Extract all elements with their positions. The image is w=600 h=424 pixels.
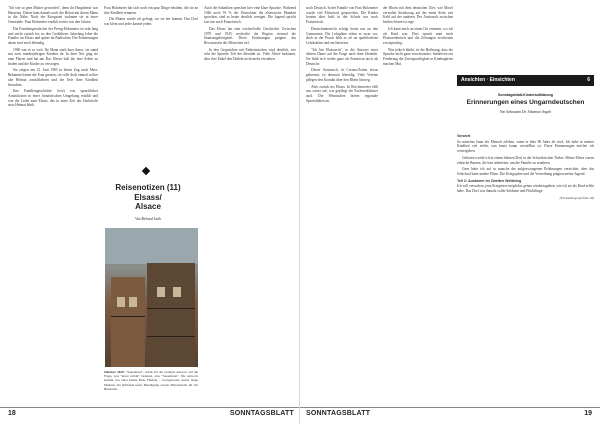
paragraph: Sie zeigen am 13. Juni 1983 in ihrem Zug nach Metz. Bekannte hatten der Frau geraten, sie solle doch einmal in ihre alte Heimat zurückkehren und die Orte ihrer Kindheit besuchen. (8, 68, 98, 87)
right-column-2 (383, 6, 453, 391)
article-title-line-1: Reisenotizen (11) (115, 183, 181, 192)
left-column-1 (8, 6, 98, 391)
paragraph: Geboren wurde ich in einem kleinen Dorf in der Schwäbischen Türkei. Meine Eltern waren einfache Bauern, die hart arbeiteten, um die Familie zu ernähren. (457, 155, 594, 165)
paragraph: In den Gesprächen mit Einheimischen wird deutlich, wie sehr die Sprache Teil der Identität ist. Viele Ältere bedauern, dass ihre Enkel den Dialekt nicht mehr verstehen. (204, 47, 296, 62)
paragraph: 1960 war es so weit. Ihr Mann starb kurz davor, sie stand mit zwei minderjährigen Kindern da. In ihrer Not ging sie zum Pfarrer und bat um Rat. Dieser half ihr, eine Arbeit zu finden und die Kinder zu versorgen. (8, 47, 98, 66)
subheading: Vorwort (457, 134, 471, 138)
subheading: Teil 2: Ausänner im Zweiten Weltkrieg (457, 178, 522, 183)
right-column-1 (306, 6, 378, 391)
sidebar-title: Erinnerungen eines Ungarndeutschen (466, 99, 585, 106)
paragraph: Ihre Familiengeschichte (wie) von sprachlicher Assimilation in einer französischen Umgebung erzählt und von der Liebe zum Elsass, das in einer Zeit der Umbrüche stets Heimat blieb. (8, 89, 98, 108)
article-title-line-2: Elsass/ (134, 192, 162, 202)
ornament-diamond-icon (142, 167, 150, 175)
right-footer (300, 407, 600, 418)
paragraph: Das Elsass hat eine wechselvolle Geschichte. Zwischen 1870 und 1945 wechselte die Region viermal die Staatszugehörigkeit. Diese Erfahrungen prägten das Bewusstsein der Menschen tief. (204, 26, 296, 45)
article-byline: Von Richard Guth (135, 216, 161, 221)
left-column-2-top (104, 6, 198, 161)
paragraph: Frau Holzmeier hat sich noch ein paar Dinge erhalten, die sie an ihre Kindheit erinnern. (104, 6, 198, 15)
photo-caption (104, 370, 198, 390)
paragraph: noch Deutsch. In der Familie von Frau Holzmeier wurde viel Elsässisch gesprochen. Die Kinder lernten aber bald in der Schule nur noch Französisch. (306, 6, 378, 25)
article-title-block (105, 183, 191, 221)
paragraph: Dieser Austausch, in Corona-Zeiten etwas gebremst, ist dennoch lebendig. Viele Vereine pflegen den Kontakt über den Rhein hinweg. (306, 68, 378, 82)
page-number: 19 (584, 410, 592, 417)
paragraph: der Rhein mit dem deutschen Ufer, wie Mosel verwaltet Strasbourg auf der einen Seite, mit Kehl auf der anderen. Der Austausch zwischen beiden Seiten ist rege. (383, 6, 453, 25)
photo-caption-text: "Sauerkraut", erhält ich die prompte Antwort auf die Frage, was "kraut rubrik" bedeutet, also "Sauerkraut". Die Antwort kommt von einer Dame Ende Fünfzig – vorzugsweise weiter lange Minuten des Rittlands unter Beteiligung zweier Mitreisender im Ort Hunawihr. (104, 370, 198, 390)
paragraph: "Ich bin Elsässerin", so die Antwort einer älteren Dame auf die Frage nach ihrer Identität. Sie fühlt sich weder ganz als Französin noch als Deutsche. (306, 47, 378, 66)
paragraph: Was jedoch bleibt, ist die Hoffnung, dass die Sprache nicht ganz verschwindet. Initiativen zur Förderung der Zweisprachigkeit in Kindergärten machen Mut. (383, 47, 453, 66)
masthead-brand: SONNTAGSBLATT (306, 410, 371, 417)
section-header-bar (457, 75, 594, 86)
paragraph: Aber zurück ins Elsass. In Reichenweier fällt uns sofort auf, wie gepflegt die Fachwerkhäuser sind. Die Weinstuben bieten regionale Spezialitäten an. (306, 84, 378, 103)
sidebar-headline (457, 93, 594, 114)
paragraph: Die Familiengeschichte der Perrig-Holzmeier ist sehr lang und reicht zurück bis zu den Großeltern. Jahrelang lebte die Familie im Elsass und später im Badischen. Die Erinnerungen daran sind noch lebendig. (8, 26, 98, 45)
page-number: 18 (8, 410, 16, 417)
paragraph: "Ich wär so gern Mutter geworden", denn ihr Hauptberuf war Hausfrau. Dieser kam damals nach der Heirat mit ihrem Mann in die Nähe. Nach der Kriegszeit wohnten sie in einer Gemeinde. Frau Holzmeier erzählt weiter von den Jahren. (8, 6, 98, 25)
paragraph: Die Mutter wurde oft gefragt, wo sie her kommt. Das Dorf war klein und jeder kannte jeden. (104, 17, 198, 27)
sidebar-byline: Von Sebastiani Dr. Johannes Angeli (499, 110, 552, 114)
paragraph: Gern hätte ich auf so manche der aufgezwungenen Erfahrungen verzichtet, aber das Schicksal hatte andere Pläne. Die Kriegsjahre und die Vertreibung prägten meine Jugend. (457, 167, 594, 176)
sidebar-kicker: Sonntagsblatt-Kinderaufklärung (498, 93, 553, 97)
continuation-note: (Fortsetzung auf Seite 20) (559, 195, 594, 200)
article-title-line-3: Alsace (135, 202, 161, 211)
paragraph: Ich kann mich an einen Ort erinnern, wo ich als Kind war. Dort sprach man noch Elsässerdeutsch und die Zeitungen erschienen zweisprachig. (383, 26, 453, 45)
masthead-brand: SONNTAGSBLATT (229, 410, 294, 417)
sidebar-body (457, 132, 594, 387)
section-number: 6 (587, 77, 590, 83)
left-footer (0, 407, 300, 418)
paragraph: Ich will versuchen, jene Ereignisse möglichst genau wiederzugeben, wie ich sie als Kind erlebt habe. Das Dorf war damals voller Soldaten und Flüchtlinge. (457, 184, 594, 194)
section-title: Ansichten · Einsichten (461, 77, 515, 83)
left-column-3 (204, 6, 296, 391)
paragraph: Deutschunterricht erfolgt heute nur an den Gymnasien. Die Lehrpläne sehen es zwar vor, doch in der Praxis fehlt es oft an qualifizierten Lehrkräften und am Interesse. (306, 26, 378, 45)
photo-caption-date: Oktober 2020: (104, 370, 125, 374)
paragraph: Auch die Sabatiken sprechen hier eine klare Sprache: Während 1946 noch 91 % der Einwohner die elsässische Mundart sprachen, sind es heute deutlich weniger. Die Jugend spricht fast nur noch Französisch. (204, 6, 296, 25)
paragraph: So manches kann der Mensch erleben, wenn er über 80 Jahre alt wird. Ich habe in meiner Kindheit viel erlebt, was heute kaum vorstellbar ist. Diese Erinnerungen möchte ich weitergeben. (457, 139, 594, 154)
article-photo (105, 228, 198, 367)
right-page (300, 0, 600, 424)
